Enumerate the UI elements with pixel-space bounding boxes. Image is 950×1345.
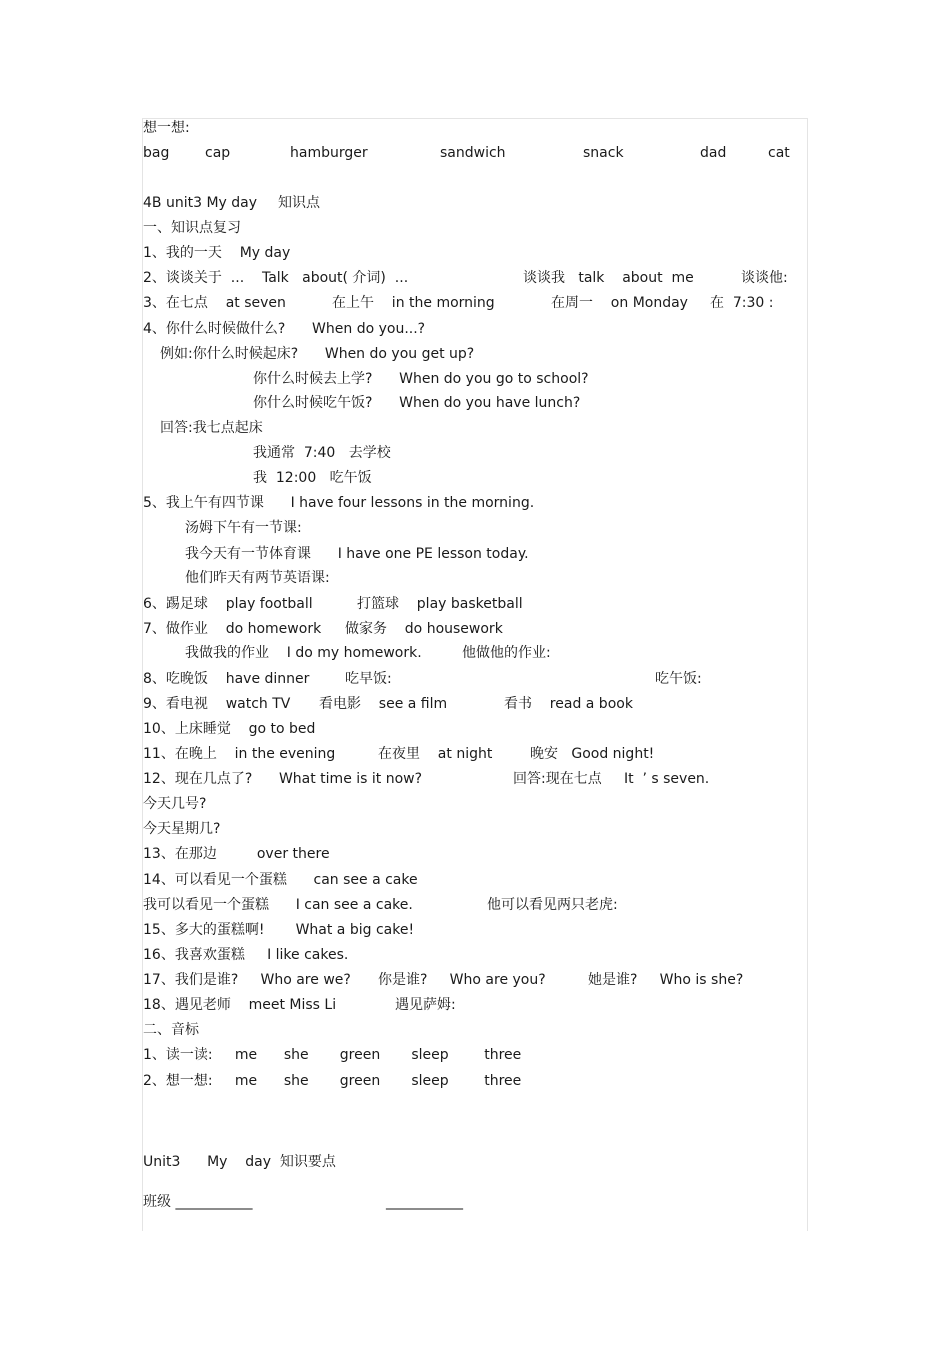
item-5-english: 他们昨天有两节英语课: <box>185 570 330 586</box>
phonetics-read: 1、读一读: me she green sleep three <box>143 1047 522 1063</box>
item-6: 6、踢足球 play football <box>143 596 313 612</box>
item-4-answer-2: 我通常 7:40 去学校 <box>253 445 391 461</box>
item-6-basketball: 打篮球 play basketball <box>357 596 523 612</box>
word-snack: snack <box>583 145 624 161</box>
word-cap: cap <box>205 145 231 161</box>
item-12-weekday: 今天星期几? <box>143 821 221 837</box>
class-field: 班级 ___________ <box>143 1194 253 1210</box>
item-2-him: 谈谈他: <box>741 270 788 286</box>
word-hamburger: hamburger <box>290 145 368 161</box>
item-4: 4、你什么时候做什么? When do you...? <box>143 321 426 337</box>
page-title: 4B unit3 My day <box>143 195 258 211</box>
footer-title: Unit3 My day 知识要点 <box>143 1154 336 1170</box>
item-4-answer-1: 回答:我七点起床 <box>160 420 263 436</box>
item-8-breakfast: 吃早饭: <box>345 671 392 687</box>
item-5: 5、我上午有四节课 I have four lessons in the morning. <box>143 495 535 511</box>
item-3: 3、在七点 at seven <box>143 295 286 311</box>
item-17: 17、我们是谁? Who are we? <box>143 972 351 988</box>
item-10: 10、上床睡觉 go to bed <box>143 721 316 737</box>
item-14-tigers: 他可以看见两只老虎: <box>487 897 618 913</box>
item-5-tom: 汤姆下午有一节课: <box>185 520 302 536</box>
word-cat: cat <box>768 145 790 161</box>
item-7: 7、做作业 do homework <box>143 621 322 637</box>
think-title: 想一想: <box>143 120 190 136</box>
word-bag: bag <box>143 145 170 161</box>
item-9-book: 看书 read a book <box>504 696 633 712</box>
word-dad: dad <box>700 145 727 161</box>
item-16: 16、我喜欢蛋糕 I like cakes. <box>143 947 349 963</box>
item-11-goodnight: 晚安 Good night! <box>530 746 655 762</box>
item-17-she: 她是谁? Who is she? <box>588 972 744 988</box>
section-heading-review: 一、知识点复习 <box>143 220 241 236</box>
item-8: 8、吃晚饭 have dinner <box>143 671 310 687</box>
item-4-example-1: 例如:你什么时候起床? When do you get up? <box>160 346 475 362</box>
item-9: 9、看电视 watch TV <box>143 696 291 712</box>
phonetics-think: 2、想一想: me she green sleep three <box>143 1073 522 1089</box>
item-18: 18、遇见老师 meet Miss Li <box>143 997 337 1013</box>
item-1: 1、我的一天 My day <box>143 245 291 261</box>
item-15: 15、多大的蛋糕啊! What a big cake! <box>143 922 415 938</box>
item-4-example-2: 你什么时候去上学? When do you go to school? <box>253 371 589 387</box>
item-5-pe: 我今天有一节体育课 I have one PE lesson today. <box>185 546 529 562</box>
item-14: 14、可以看见一个蛋糕 can see a cake <box>143 872 418 888</box>
item-4-answer-3: 我 12:00 吃午饭 <box>253 470 372 486</box>
item-7-housework: 做家务 do housework <box>345 621 503 637</box>
section-heading-phonetics: 二、音标 <box>143 1022 199 1038</box>
item-11-night: 在夜里 at night <box>378 746 493 762</box>
item-3-morning: 在上午 in the morning <box>332 295 495 311</box>
item-7-my-homework: 我做我的作业 I do my homework. <box>185 645 422 661</box>
word-sandwich: sandwich <box>440 145 506 161</box>
item-12: 12、现在几点了? What time is it now? <box>143 771 423 787</box>
blank-field: ___________ <box>386 1194 463 1210</box>
item-11: 11、在晚上 in the evening <box>143 746 336 762</box>
item-8-lunch: 吃午饭: <box>655 671 702 687</box>
item-4-example-3: 你什么时候吃午饭? When do you have lunch? <box>253 395 581 411</box>
item-12-answer: 回答:现在七点 It ’ s seven. <box>513 771 710 787</box>
item-2: 2、谈谈关于 ... Talk about( 介词) ... <box>143 270 409 286</box>
item-3-time: 在 7:30 : <box>710 295 774 311</box>
item-12-date: 今天几号? <box>143 796 207 812</box>
item-17-you: 你是谁? Who are you? <box>378 972 546 988</box>
item-14-sentence: 我可以看见一个蛋糕 I can see a cake. <box>143 897 413 913</box>
page-title-tag: 知识点 <box>278 195 320 211</box>
item-3-monday: 在周一 on Monday <box>551 295 688 311</box>
item-9-film: 看电影 see a film <box>319 696 448 712</box>
item-18-sam: 遇见萨姆: <box>395 997 456 1013</box>
item-7-his-homework: 他做他的作业: <box>462 645 551 661</box>
item-2-me: 谈谈我 talk about me <box>523 270 694 286</box>
item-13: 13、在那边 over there <box>143 846 330 862</box>
